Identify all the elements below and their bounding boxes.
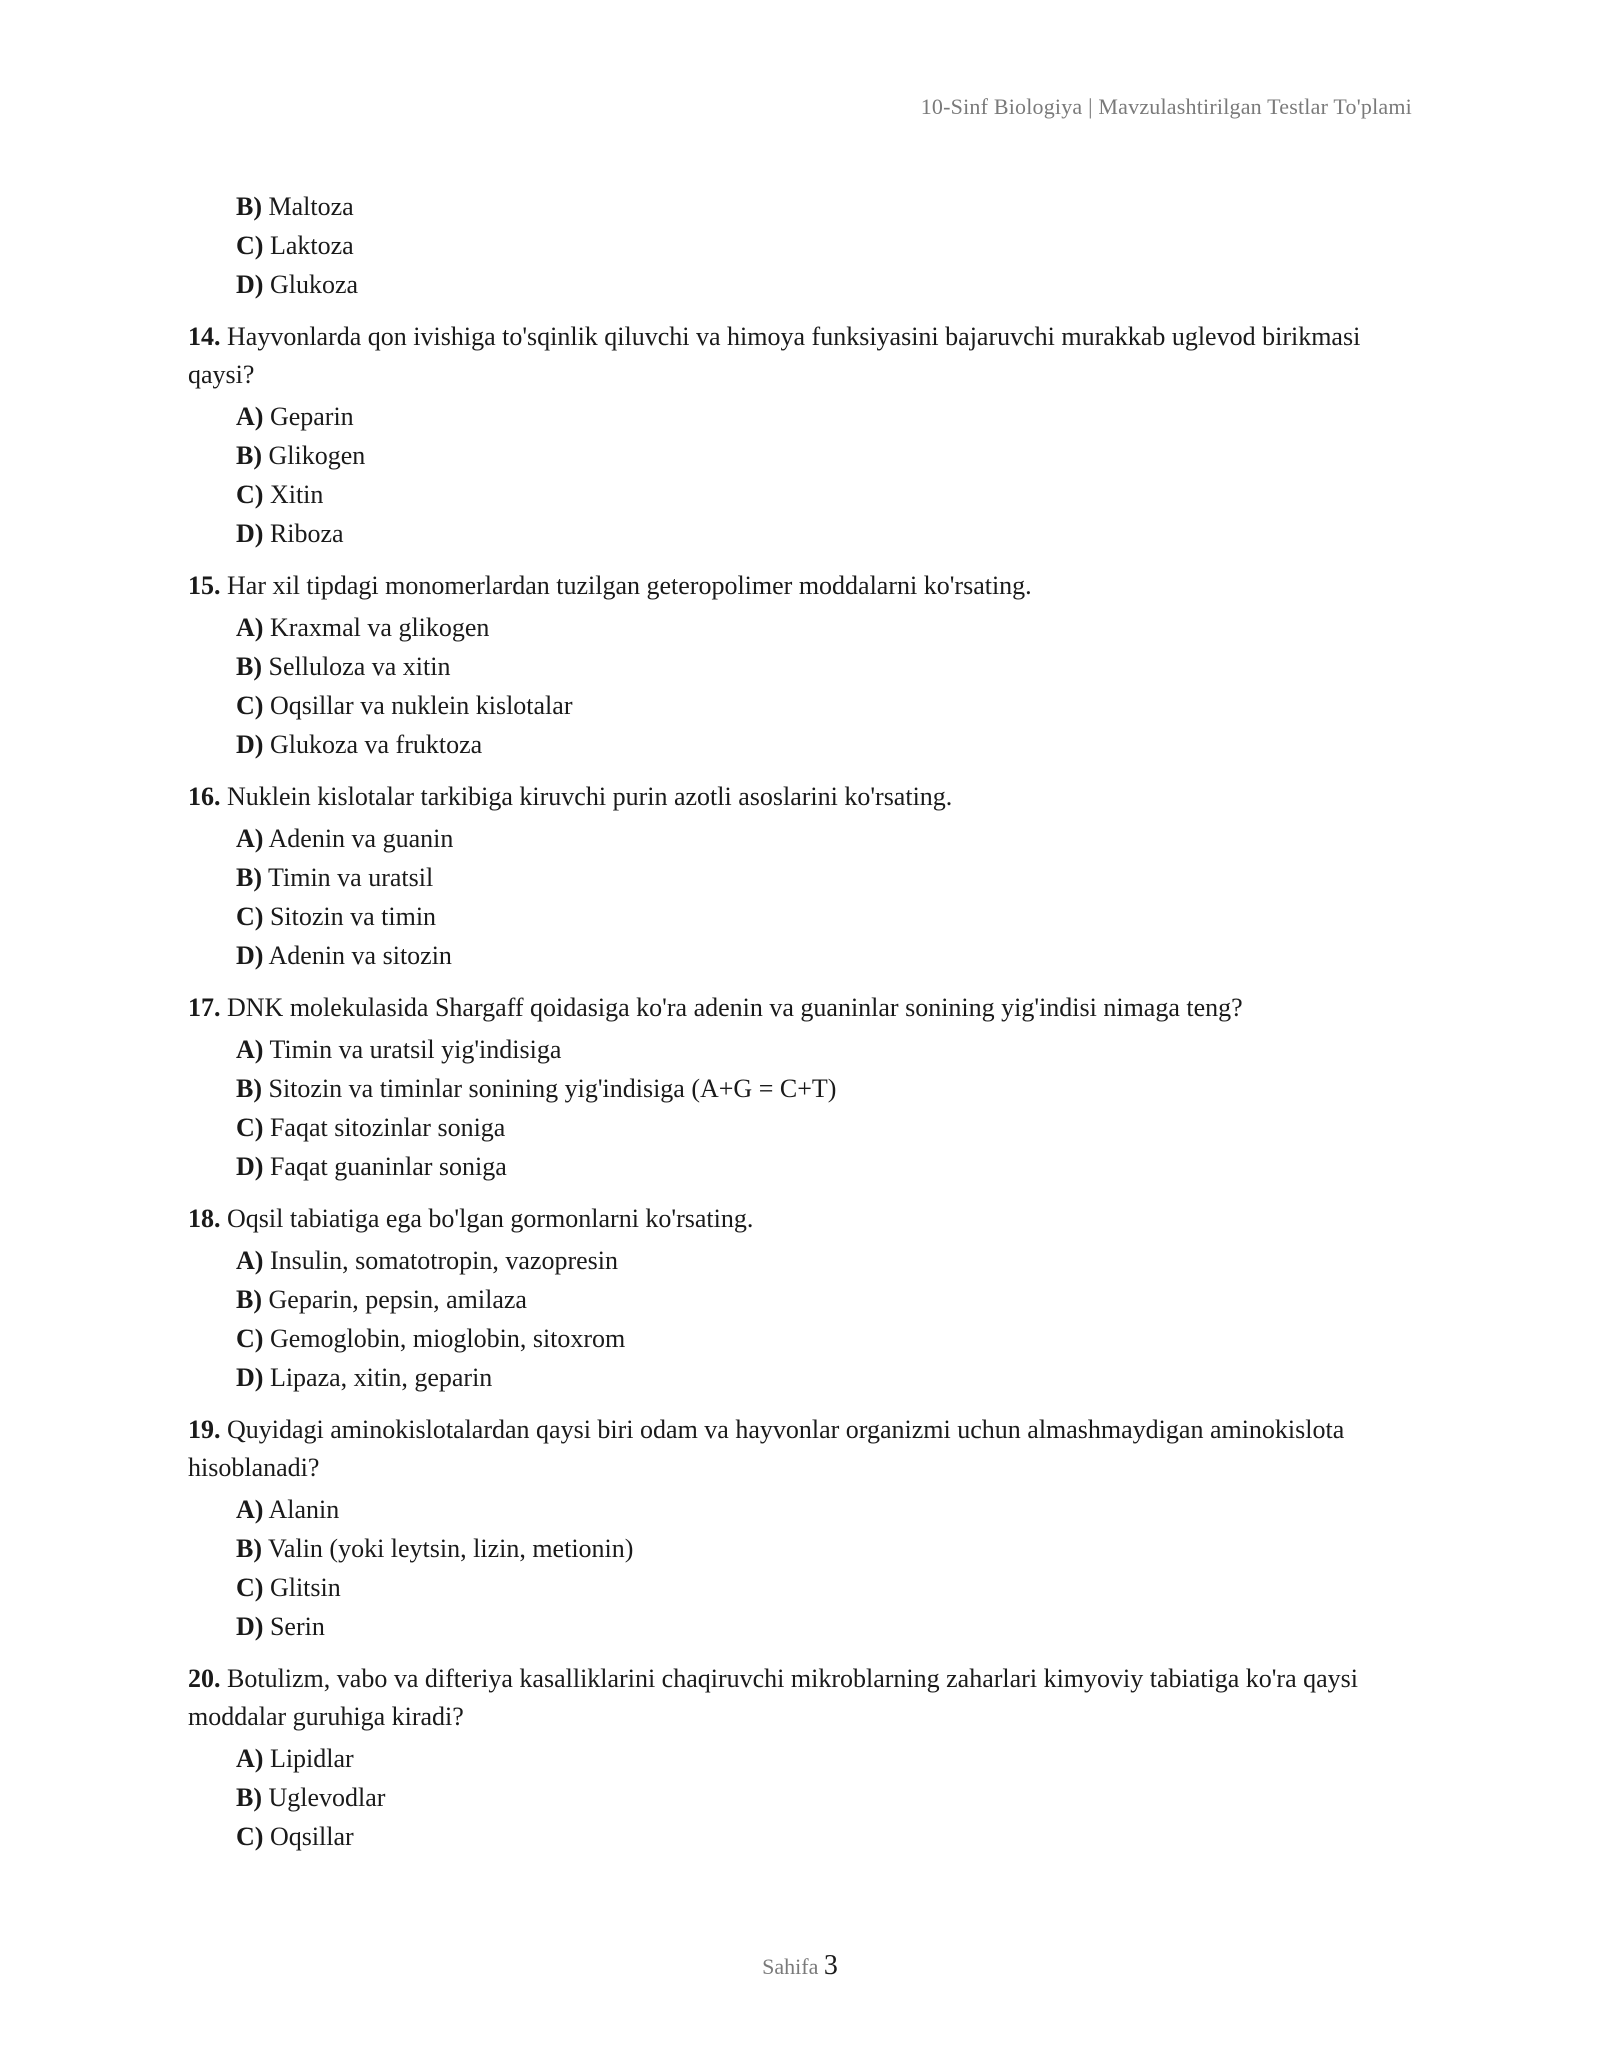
option-text: Geparin, pepsin, amilaza — [268, 1285, 527, 1314]
option-text: Faqat guaninlar soniga — [269, 1152, 507, 1181]
option-letter: C) — [236, 691, 264, 720]
question-block — [188, 567, 1388, 764]
option-letter: C) — [236, 480, 264, 509]
answer-option — [188, 1607, 1388, 1646]
answer-option — [188, 514, 1388, 553]
option-text: Uglevodlar — [268, 1783, 386, 1812]
option-letter: B) — [236, 652, 262, 681]
answer-option — [188, 1319, 1388, 1358]
answer-option — [188, 1069, 1388, 1108]
question-prompt: Hayvonlarda qon ivishiga to'sqinlik qiluvchi va himoya funksiyasini bajaruvchi murakkab uglevod birikmasi qaysi? — [188, 322, 1361, 389]
option-letter: D) — [236, 1363, 264, 1392]
option-letter: A) — [236, 402, 264, 431]
answer-option — [188, 1108, 1388, 1147]
question-block — [188, 318, 1388, 553]
answer-option — [188, 1490, 1388, 1529]
option-letter: C) — [236, 231, 264, 260]
question-number: 16. — [188, 782, 221, 811]
question-prompt: Nuklein kislotalar tarkibiga kiruvchi purin azotli asoslarini ko'rsating. — [227, 782, 953, 811]
question-prompt: DNK molekulasida Shargaff qoidasiga ko'ra adenin va guaninlar sonining yig'indisi nimaga teng? — [227, 993, 1243, 1022]
question-block — [188, 778, 1388, 975]
option-text: Laktoza — [269, 231, 354, 260]
option-text: Lipaza, xitin, geparin — [269, 1363, 493, 1392]
option-letter: D) — [236, 941, 264, 970]
question-number: 14. — [188, 322, 221, 351]
answer-option — [188, 1280, 1388, 1319]
option-text: Adenin va sitozin — [268, 941, 452, 970]
question-list — [188, 318, 1388, 1856]
answer-option — [188, 265, 1388, 304]
option-letter: C) — [236, 1573, 264, 1602]
question-text — [188, 1660, 1388, 1736]
question-number: 17. — [188, 993, 221, 1022]
option-text: Lipidlar — [269, 1744, 354, 1773]
option-text: Sitozin va timin — [269, 902, 437, 931]
option-text: Glitsin — [269, 1573, 341, 1602]
option-letter: B) — [236, 441, 262, 470]
option-text: Maltoza — [268, 192, 354, 221]
question-text — [188, 778, 1388, 816]
answer-option — [188, 819, 1388, 858]
question-number: 19. — [188, 1415, 221, 1444]
footer-label: Sahifa — [762, 1954, 819, 1979]
question-text — [188, 1200, 1388, 1238]
option-text: Kraxmal va glikogen — [269, 613, 490, 642]
option-text: Glukoza — [269, 270, 359, 299]
option-letter: C) — [236, 1822, 264, 1851]
option-text: Insulin, somatotropin, vazopresin — [269, 1246, 618, 1275]
option-text: Sitozin va timinlar sonining yig'indisiga (A+G = C+T) — [268, 1074, 837, 1103]
question-number: 15. — [188, 571, 221, 600]
answer-option — [188, 647, 1388, 686]
question-prompt: Quyidagi aminokislotalardan qaysi biri odam va hayvonlar organizmi uchun almashmaydigan aminokislota hisoblanadi? — [188, 1415, 1345, 1482]
answer-option — [188, 608, 1388, 647]
answer-option — [188, 1739, 1388, 1778]
option-letter: A) — [236, 1035, 264, 1064]
option-text: Glikogen — [268, 441, 366, 470]
question-prompt: Botulizm, vabo va difteriya kasalliklarini chaqiruvchi mikroblarning zaharlari kimyoviy tabiatiga ko'ra qaysi moddalar guruhiga kiradi? — [188, 1664, 1359, 1731]
answer-option — [188, 1358, 1388, 1397]
option-letter: A) — [236, 824, 264, 853]
question-text — [188, 1411, 1388, 1487]
answer-option — [188, 1529, 1388, 1568]
page-footer — [0, 1950, 1600, 1982]
answer-option — [188, 686, 1388, 725]
option-letter: A) — [236, 1744, 264, 1773]
option-letter: B) — [236, 1074, 262, 1103]
question-text — [188, 318, 1388, 394]
answer-option — [188, 1778, 1388, 1817]
question-number: 18. — [188, 1204, 221, 1233]
option-text: Oqsillar va nuklein kislotalar — [269, 691, 573, 720]
option-letter: B) — [236, 863, 262, 892]
question-block — [188, 1411, 1388, 1646]
answer-option — [188, 475, 1388, 514]
answer-option — [188, 1241, 1388, 1280]
option-letter: D) — [236, 730, 264, 759]
question-prompt: Oqsil tabiatiga ega bo'lgan gormonlarni ko'rsating. — [227, 1204, 754, 1233]
option-text: Adenin va guanin — [268, 824, 454, 853]
option-text: Alanin — [268, 1495, 340, 1524]
option-letter: C) — [236, 1324, 264, 1353]
answer-option — [188, 397, 1388, 436]
option-text: Oqsillar — [269, 1822, 354, 1851]
question-prompt: Har xil tipdagi monomerlardan tuzilgan geteropolimer moddalarni ko'rsating. — [227, 571, 1032, 600]
answer-option — [188, 436, 1388, 475]
option-letter: B) — [236, 1534, 262, 1563]
option-text: Faqat sitozinlar soniga — [269, 1113, 506, 1142]
option-text: Gemoglobin, mioglobin, sitoxrom — [269, 1324, 626, 1353]
answer-option — [188, 226, 1388, 265]
option-letter: D) — [236, 270, 264, 299]
option-letter: B) — [236, 192, 262, 221]
option-letter: B) — [236, 1783, 262, 1812]
option-letter: D) — [236, 1152, 264, 1181]
answer-option — [188, 1817, 1388, 1856]
option-text: Valin (yoki leytsin, lizin, metionin) — [268, 1534, 634, 1563]
option-text: Glukoza va fruktoza — [269, 730, 483, 759]
answer-option — [188, 897, 1388, 936]
option-letter: A) — [236, 613, 264, 642]
answer-option — [188, 1568, 1388, 1607]
option-letter: A) — [236, 1246, 264, 1275]
test-content — [188, 187, 1388, 1856]
option-text: Timin va uratsil yig'indisiga — [269, 1035, 562, 1064]
question-text — [188, 567, 1388, 605]
answer-option — [188, 725, 1388, 764]
option-letter: D) — [236, 1612, 264, 1641]
question-block — [188, 1200, 1388, 1397]
option-letter: C) — [236, 902, 264, 931]
option-letter: B) — [236, 1285, 262, 1314]
question-block — [188, 989, 1388, 1186]
answer-option — [188, 187, 1388, 226]
question-block — [188, 1660, 1388, 1856]
page-number: 3 — [823, 1950, 838, 1981]
option-text: Geparin — [269, 402, 354, 431]
answer-option — [188, 1030, 1388, 1069]
question-text — [188, 989, 1388, 1027]
option-letter: D) — [236, 519, 264, 548]
option-text: Xitin — [269, 480, 324, 509]
option-letter: A) — [236, 1495, 264, 1524]
page-header: 10-Sinf Biologiya | Mavzulashtirilgan Testlar To'plami — [920, 94, 1412, 119]
question-number: 20. — [188, 1664, 221, 1693]
answer-option — [188, 936, 1388, 975]
option-text: Timin va uratsil — [268, 863, 434, 892]
option-text: Serin — [269, 1612, 325, 1641]
carryover-options — [188, 187, 1388, 304]
option-text: Selluloza va xitin — [268, 652, 451, 681]
option-text: Riboza — [269, 519, 344, 548]
answer-option — [188, 1147, 1388, 1186]
answer-option — [188, 858, 1388, 897]
option-letter: C) — [236, 1113, 264, 1142]
